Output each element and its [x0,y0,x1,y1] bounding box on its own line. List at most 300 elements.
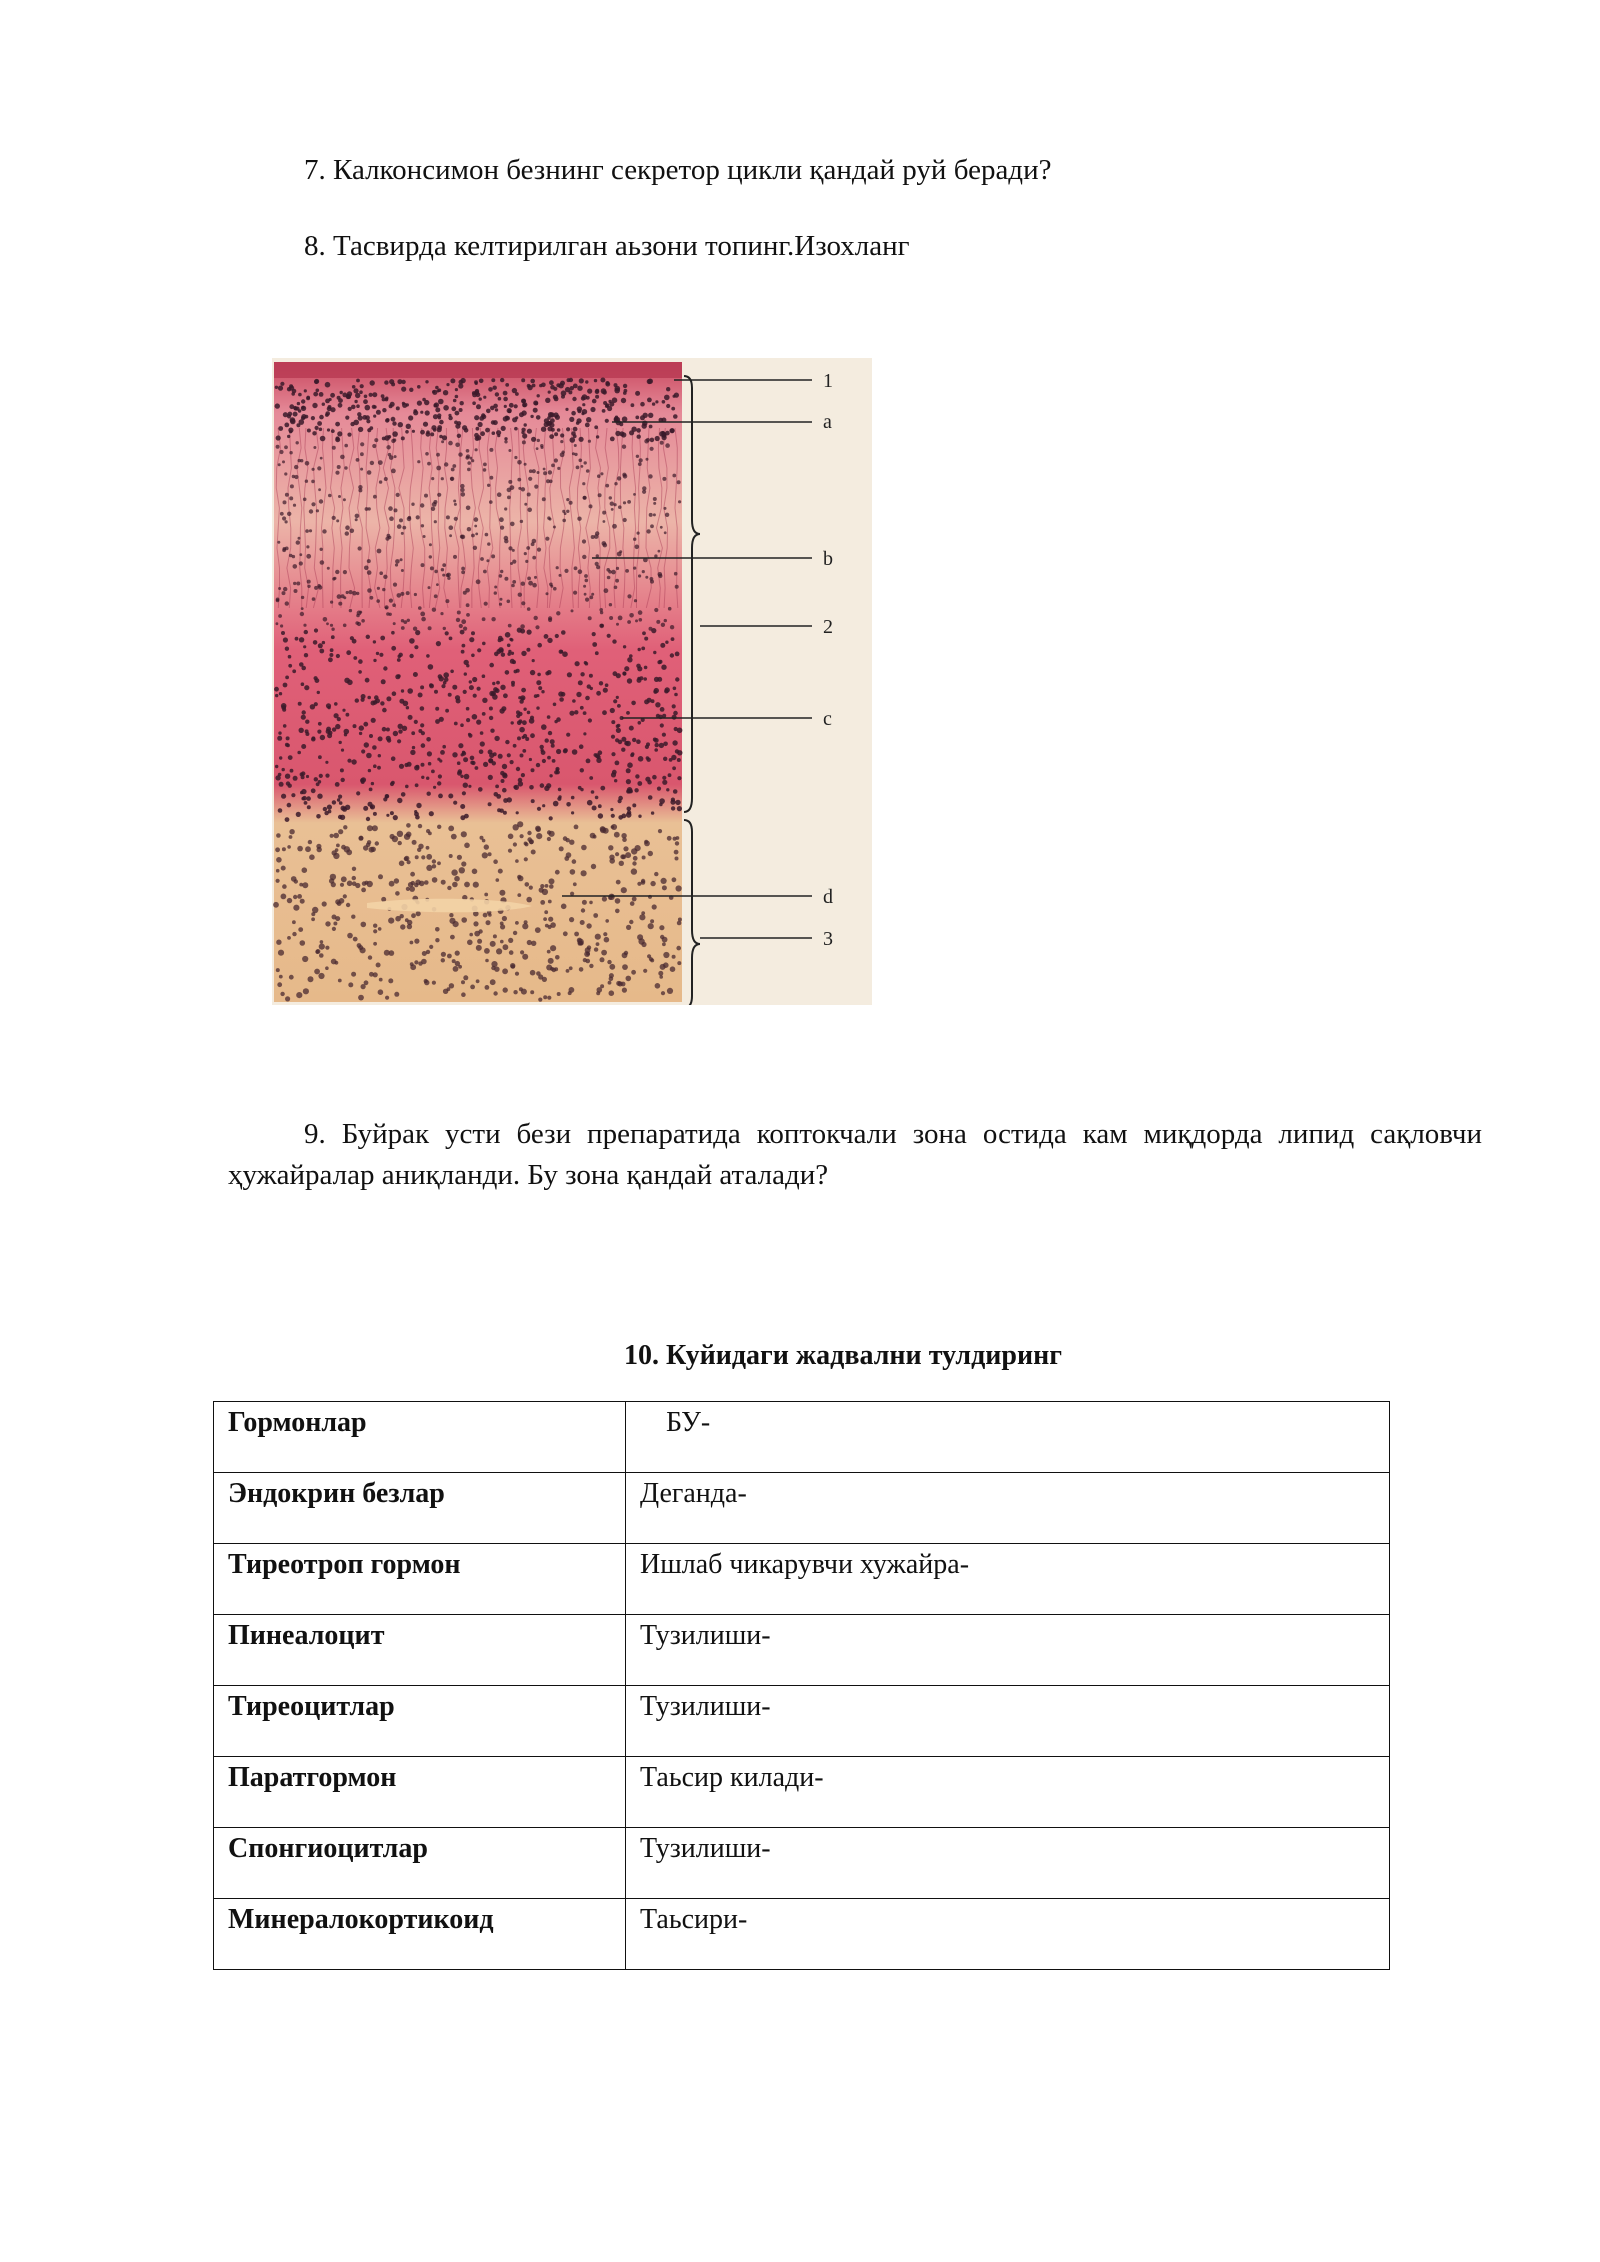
nucleus [585,662,589,666]
nucleus [317,794,322,799]
nucleus [295,637,299,641]
nucleus [417,401,422,406]
nucleus [498,638,502,642]
nucleus [674,693,678,697]
nucleus [425,452,429,456]
nucleus [363,806,368,811]
nucleus [384,477,388,481]
nucleus [472,401,476,405]
nucleus [426,430,430,434]
nucleus [530,970,536,976]
nucleus [407,619,410,622]
nucleus [392,691,397,696]
nucleus [584,461,587,464]
nucleus [326,703,331,708]
nucleus [583,711,587,715]
nucleus [482,852,488,858]
nucleus [537,439,540,442]
nucleus [401,436,405,440]
nucleus [650,919,654,923]
nucleus [473,921,478,926]
nucleus [536,971,541,976]
answer-cell[interactable]: Тузилиши- [626,1686,1390,1757]
nucleus [278,808,283,813]
nucleus [305,729,309,733]
nucleus [610,708,615,713]
nucleus [665,513,669,517]
nucleus [629,430,634,435]
nucleus [661,623,665,627]
nucleus [466,613,470,617]
nucleus [469,685,474,690]
nucleus [536,833,542,839]
nucleus [527,940,532,945]
nucleus [578,569,583,574]
nucleus [653,513,656,516]
nucleus [675,585,679,589]
nucleus [311,737,316,742]
nucleus [515,859,519,863]
nucleus [647,698,652,703]
nucleus [320,940,324,944]
nucleus [408,715,413,720]
answer-cell[interactable]: Тузилиши- [626,1615,1390,1686]
nucleus [543,468,546,471]
nucleus [484,602,488,606]
nucleus [611,772,616,777]
nucleus [367,559,371,563]
nucleus [591,790,595,794]
nucleus [629,920,633,924]
nucleus [361,922,367,928]
nucleus [580,920,585,925]
nucleus [335,422,340,427]
nucleus [646,458,649,461]
nucleus [290,484,294,488]
nucleus [278,386,283,391]
nucleus [304,630,308,634]
nucleus [411,913,416,918]
nucleus [627,657,632,662]
nucleus [355,883,360,888]
nucleus [374,438,378,442]
nucleus [511,584,515,588]
nucleus [520,950,524,954]
nucleus [596,554,599,557]
nucleus [353,388,358,393]
nucleus [317,730,321,734]
answer-cell[interactable]: Тузилиши- [626,1828,1390,1899]
nucleus [662,937,668,943]
nucleus [652,775,657,780]
nucleus [643,969,647,973]
nucleus [365,678,370,683]
nucleus [486,920,491,925]
nucleus [378,874,383,879]
nucleus [285,647,289,651]
nucleus [426,865,432,871]
nucleus [487,542,490,545]
nucleus [326,727,331,732]
nucleus [610,437,615,442]
nucleus [325,921,330,926]
nucleus [477,648,481,652]
nucleus [469,637,474,642]
nucleus [361,780,365,784]
figure-label-3: 3 [823,928,833,950]
nucleus [476,720,481,725]
nucleus [541,690,544,693]
nucleus [521,773,525,777]
nucleus [301,399,305,403]
nucleus [642,486,646,490]
nucleus [517,721,522,726]
answer-cell[interactable]: Таьсири- [626,1899,1390,1970]
nucleus [293,412,298,417]
nucleus [301,771,305,775]
nucleus [306,775,309,778]
nucleus [380,701,384,705]
nucleus [341,845,346,850]
nucleus [305,846,311,852]
nucleus [521,431,524,434]
nucleus [638,648,641,651]
nucleus [330,874,336,880]
nucleus [441,880,446,885]
nucleus [275,847,280,852]
nucleus [637,882,641,886]
nucleus [315,426,319,430]
nucleus [497,492,502,497]
nucleus [551,464,555,468]
nucleus [630,753,634,757]
nucleus [614,482,617,485]
nucleus [294,589,298,593]
nucleus [447,886,451,890]
nucleus [386,445,390,449]
nucleus [505,670,510,675]
nucleus [482,674,486,678]
nucleus [586,759,591,764]
nucleus [299,561,303,565]
nucleus [507,644,511,648]
nucleus [574,444,577,447]
nucleus [611,720,615,724]
nucleus [579,967,584,972]
nucleus [430,566,434,570]
nucleus [470,756,475,761]
nucleus [537,807,541,811]
nucleus [397,831,403,837]
nucleus [462,644,466,648]
nucleus [536,763,540,767]
nucleus [576,692,581,697]
nucleus [544,786,549,791]
nucleus [455,951,460,956]
nucleus [650,881,655,886]
nucleus [339,898,345,904]
nucleus [292,475,295,478]
nucleus [491,420,495,424]
nucleus [363,722,368,727]
nucleus [434,520,437,523]
nucleus [338,795,342,799]
nucleus [480,557,484,561]
nucleus [466,506,471,511]
nucleus [460,630,465,635]
nucleus [401,689,404,692]
nucleus [508,449,511,452]
nucleus [549,434,554,439]
nucleus [642,631,646,635]
nucleus [529,785,534,790]
nucleus [305,415,309,419]
nucleus [478,787,483,792]
nucleus [492,682,495,685]
nucleus [578,680,583,685]
nucleus [460,723,464,727]
histology-figure [272,358,872,1005]
nucleus [500,526,504,530]
nucleus [279,782,284,787]
nucleus [396,493,400,497]
nucleus [588,718,592,722]
nucleus [320,735,325,740]
nucleus [316,389,320,393]
nucleus [496,681,500,685]
nucleus [508,849,512,853]
nucleus [429,683,433,687]
nucleus [662,477,666,481]
nucleus [570,386,574,390]
nucleus [370,596,374,600]
nucleus [523,708,526,711]
nucleus [299,553,302,556]
nucleus [588,616,592,620]
nucleus [276,599,280,603]
nucleus [454,503,457,506]
nucleus [648,474,652,478]
nucleus [281,894,287,900]
nucleus [535,927,541,933]
nucleus [549,831,555,837]
nucleus [386,696,391,701]
nucleus [489,716,493,720]
nucleus [573,427,578,432]
nucleus [408,415,413,420]
nucleus [573,591,577,595]
nucleus [637,934,643,940]
nucleus [455,424,460,429]
nucleus [531,850,536,855]
nucleus [335,471,339,475]
nucleus [455,395,459,399]
nucleus [466,718,470,722]
nucleus [638,462,642,466]
nucleus [429,543,432,546]
nucleus [547,950,551,954]
nucleus [441,477,444,480]
nucleus [503,944,509,950]
nucleus [341,749,344,752]
nucleus [503,397,508,402]
nucleus [590,407,595,412]
nucleus [508,624,512,628]
nucleus [309,854,315,860]
nucleus [437,825,441,829]
nucleus [373,764,377,768]
nucleus [403,620,407,624]
nucleus [520,629,525,634]
nucleus [520,520,523,523]
nucleus [406,823,411,828]
nucleus [276,968,280,972]
nucleus [356,614,360,618]
nucleus [435,707,439,711]
nucleus [627,620,631,624]
nucleus [352,876,356,880]
nucleus [548,470,552,474]
nucleus [420,411,423,414]
answer-cell[interactable]: Таьсир килади- [626,1757,1390,1828]
nucleus [534,694,538,698]
nucleus [414,960,418,964]
nucleus [320,457,323,460]
nucleus [420,723,424,727]
nucleus [507,488,512,493]
nucleus [585,423,590,428]
nucleus [651,628,656,633]
nucleus [439,420,444,425]
nucleus [302,796,307,801]
nucleus [280,992,284,996]
nucleus [421,563,425,567]
answer-cell[interactable]: Ишлаб чикарувчи хужайра- [626,1544,1390,1615]
nucleus [287,845,291,849]
nucleus [462,791,466,795]
nucleus [515,392,519,396]
nucleus [483,762,488,767]
nucleus [470,985,475,990]
nucleus [552,759,556,763]
nucleus [576,421,580,425]
nucleus [424,880,429,885]
nucleus [358,546,362,550]
nucleus [401,792,406,797]
nucleus [335,848,339,852]
nucleus [507,496,511,500]
answer-cell[interactable]: БУ- [626,1402,1390,1473]
nucleus [292,932,296,936]
nucleus [540,900,545,905]
nucleus [458,743,463,748]
nucleus [358,659,363,664]
nucleus [465,588,470,593]
nucleus [555,870,560,875]
nucleus [278,731,281,734]
nucleus [534,576,537,579]
nucleus [282,768,285,771]
nucleus [486,409,491,414]
nucleus [333,833,339,839]
nucleus [598,813,603,818]
nucleus [402,526,406,530]
nucleus [615,909,620,914]
nucleus [641,647,645,651]
nucleus [521,651,526,656]
nucleus [563,836,568,841]
nucleus [341,876,347,882]
nucleus [607,406,612,411]
nucleus [460,401,464,405]
nucleus [419,881,425,887]
nucleus [433,786,436,789]
nucleus [287,803,292,808]
nucleus [401,532,404,535]
nucleus [461,570,465,574]
nucleus [594,534,599,539]
nucleus [455,695,460,700]
nucleus [529,469,533,473]
nucleus [602,896,607,901]
nucleus [325,411,330,416]
nucleus [655,743,659,747]
nucleus [638,815,641,818]
nucleus [455,443,460,448]
nucleus [327,805,332,810]
nucleus [522,720,527,725]
nucleus [394,455,397,458]
nucleus [404,763,408,767]
nucleus [285,601,289,605]
nucleus [603,932,607,936]
nucleus [622,416,628,422]
nucleus [353,656,357,660]
nucleus [589,504,593,508]
nucleus [673,789,678,794]
nucleus [627,678,632,683]
nucleus [635,391,640,396]
nucleus [432,608,436,612]
nucleus [596,942,600,946]
nucleus [485,428,490,433]
nucleus [521,582,525,586]
nucleus [450,670,454,674]
nucleus [360,442,364,446]
nucleus [322,403,325,406]
nucleus [500,685,505,690]
nucleus [616,728,621,733]
nucleus [461,917,467,923]
nucleus [444,677,449,682]
nucleus [616,567,619,570]
nucleus [388,918,394,924]
nucleus [659,925,664,930]
nucleus [312,468,315,471]
nucleus [421,731,425,735]
nucleus [592,632,596,636]
nucleus [342,709,345,712]
nucleus [676,946,681,951]
nucleus [551,428,555,432]
answer-cell[interactable]: Деганда- [626,1473,1390,1544]
nucleus [608,400,611,403]
nucleus [482,698,487,703]
nucleus [608,570,612,574]
nucleus [602,511,606,515]
nucleus [277,982,282,987]
nucleus [337,465,341,469]
